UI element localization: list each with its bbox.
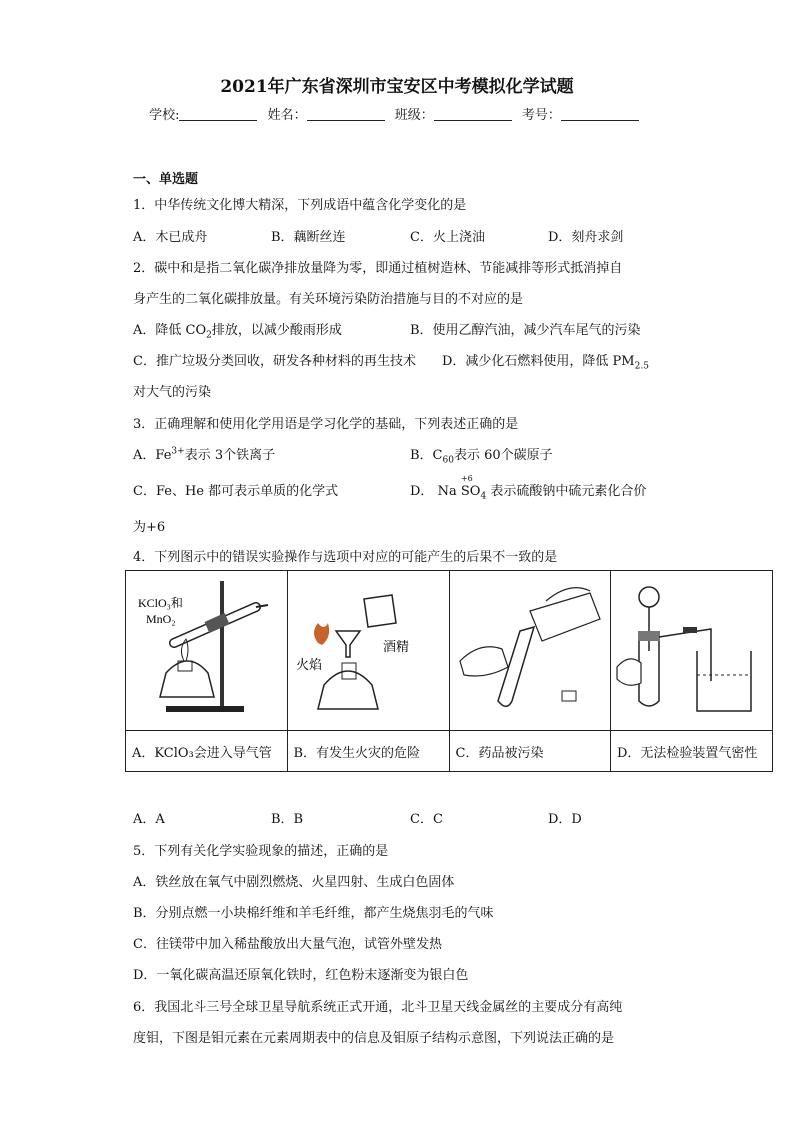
q2-stem-line1: 2．碳中和是指二氧化碳净排放量降为零，即通过植树造林、节能减排等形式抵消掉自	[133, 261, 623, 276]
q4-option-b[interactable]: B．B	[271, 812, 304, 827]
q1-stem: 1．中华传统文化博大精深，下列成语中蕴含化学变化的是	[133, 198, 467, 213]
q2-option-c[interactable]: C．推广垃圾分类回收，研发各种材料的再生技术	[133, 354, 416, 369]
q2-d-text: D．减少化石燃料使用，降低 PM	[442, 354, 635, 369]
class-label: 班级：	[394, 108, 434, 123]
q4-option-a[interactable]: A．A	[133, 812, 165, 827]
q2-a-text: A．降低 CO	[133, 323, 207, 338]
q4-stem: 4．下列图示中的错误实验操作与选项中对应的可能产生的后果不一致的是	[133, 550, 558, 565]
q5-stem: 5．下列有关化学实验现象的描述，正确的是	[133, 844, 389, 859]
q4-option-c[interactable]: C．C	[410, 812, 443, 827]
q2-a-text2: 排放，以减少酸雨形成	[211, 323, 342, 338]
figure-b-cell	[287, 571, 449, 731]
caption-b: B．有发生火灾的危险	[287, 731, 449, 772]
figure-c-cell	[449, 571, 611, 731]
fig-b-label2: 火焰	[295, 657, 322, 672]
q3-b-sub: 60	[442, 455, 454, 466]
q2-option-a[interactable]	[133, 319, 342, 341]
fig-a-label1: KClO₃和	[138, 596, 183, 610]
number-label: 考号：	[521, 108, 561, 123]
class-blank[interactable]	[434, 108, 512, 121]
heating-test-tube-figure	[126, 571, 286, 726]
q6-stem-line2: 度钼，下图是钼元素在元素周期表中的信息及钼原子结构示意图，下列说法正确的是	[133, 1031, 615, 1046]
q5-option-b[interactable]: B．分别点燃一小块棉纤维和羊毛纤维，都产生烧焦羽毛的气味	[133, 906, 494, 921]
q1-option-b[interactable]: B．藕断丝连	[271, 230, 346, 245]
formula-o: O	[469, 484, 481, 499]
q3-option-b[interactable]	[410, 444, 553, 466]
section-heading: 一、单选题	[133, 172, 199, 187]
student-info	[0, 104, 794, 123]
q3-b-text2: 表示 60个碳原子	[453, 448, 553, 463]
q2-a-sub: 2	[206, 330, 212, 341]
q2-option-d-cont: 对大气的污染	[133, 385, 212, 400]
q3-option-a[interactable]	[133, 444, 275, 463]
page-title: 2021年广东省深圳市宝安区中考模拟化学试题	[220, 77, 574, 97]
q1-option-c[interactable]: C．火上浇油	[410, 230, 485, 245]
name-blank[interactable]	[307, 108, 385, 121]
fig-a-label2: MnO₂	[146, 612, 176, 626]
figure-d-cell	[611, 571, 773, 731]
formula-o-sub: 4	[480, 491, 487, 502]
q4-option-d[interactable]: D．D	[548, 812, 582, 827]
airtightness-check-figure	[611, 571, 771, 726]
q5-option-c[interactable]: C．往镁带中加入稀盐酸放出大量气泡，试管外壁发热	[133, 937, 442, 952]
figure-a-cell	[126, 571, 288, 731]
q3-option-c[interactable]: C．Fe、He 都可表示单质的化学式	[133, 484, 339, 499]
q5-option-d[interactable]: D．一氧化碳高温还原氧化铁时，红色粉末逐渐变为银白色	[133, 968, 469, 983]
alcohol-lamp-figure	[288, 571, 448, 726]
formula-s: S	[460, 484, 470, 499]
fig-b-label1: 酒精	[382, 639, 409, 654]
q3-option-d[interactable]	[410, 474, 647, 502]
caption-d: D．无法检验装置气密性	[611, 731, 773, 772]
q3-stem: 3．正确理解和使用化学用语是学习化学的基础，下列表述正确的是	[133, 417, 519, 432]
formula-na: Na	[437, 484, 457, 499]
q1-option-d[interactable]: D．刻舟求剑	[548, 230, 624, 245]
school-label: 学校:	[149, 108, 180, 123]
q3-a-text2: 表示 3个铁离子	[184, 448, 276, 463]
q3-a-text: A．Fe	[133, 448, 172, 463]
q2-d-sub: 2.5	[634, 361, 649, 372]
q1-option-a[interactable]: A．木已成舟	[133, 230, 208, 245]
q3-d-text: D．	[410, 484, 434, 499]
q3-option-d-cont: 为+6	[133, 520, 166, 535]
pouring-liquid-figure	[450, 571, 610, 726]
caption-c: C．药品被污染	[449, 731, 611, 772]
q3-b-text: B．C	[410, 448, 443, 463]
q6-stem-line1: 6．我国北斗三号全球卫星导航系统正式开通，北斗卫星天线金属丝的主要成分有高纯	[133, 1000, 623, 1015]
caption-a: A．KClO₃会进入导气管	[126, 731, 288, 772]
q2-stem-line2: 身产生的二氧化碳排放量。有关环境污染防治措施与目的不对应的是	[133, 292, 524, 307]
sodium-sulfate-formula	[437, 474, 487, 502]
q2-option-b[interactable]: B．使用乙醇汽油，减少汽车尾气的污染	[410, 323, 641, 338]
q4-figure-table	[125, 570, 773, 772]
school-blank[interactable]	[179, 108, 257, 121]
q3-d-text2: 表示硫酸钠中硫元素化合价	[490, 484, 647, 499]
q3-a-sup: 3+	[171, 446, 185, 457]
number-blank[interactable]	[561, 108, 639, 121]
q5-option-a[interactable]: A．铁丝放在氧气中剧烈燃烧、火星四射、生成白色固体	[133, 875, 455, 890]
q2-option-d[interactable]	[442, 350, 649, 372]
name-label: 姓名：	[267, 108, 307, 123]
formula-charge: +6	[460, 474, 473, 483]
